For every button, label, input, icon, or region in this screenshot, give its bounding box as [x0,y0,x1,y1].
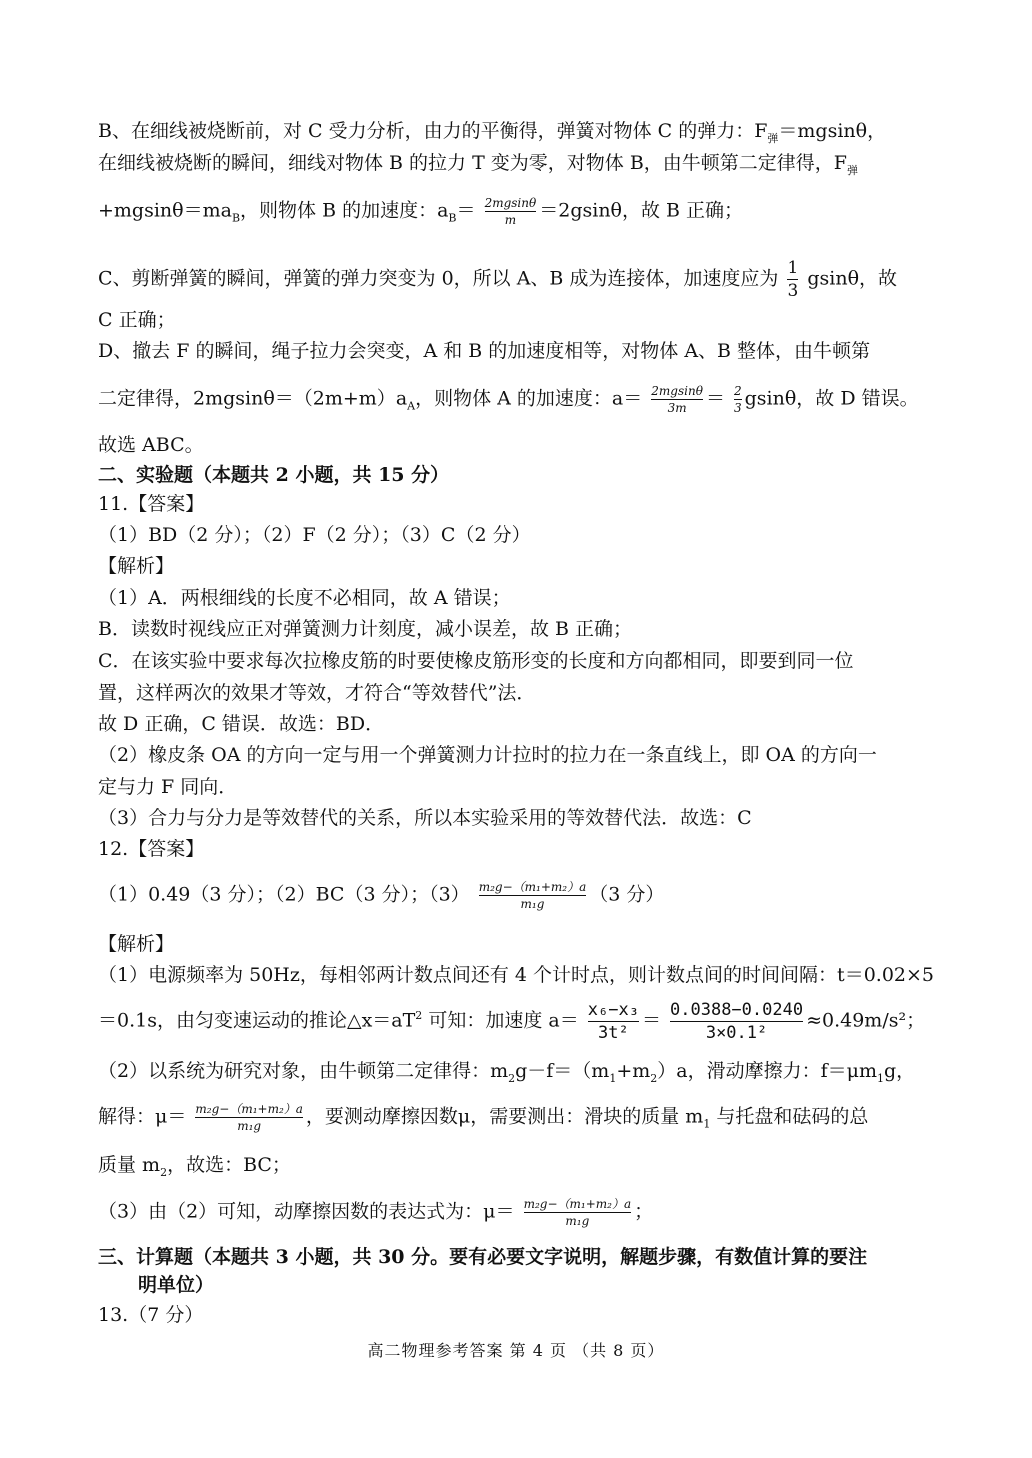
fraction: $\frac{\text{x₆−x₃}}{\text{3t²}}$ [587,1000,639,1043]
text-line: 故 D 正确，C 错误．故选：BD． [98,713,385,735]
text-line: C．在该实验中要求每次拉橡皮筋的时要使橡皮筋形变的长度和方向都相同，即要到同一位 [98,650,854,672]
text-line: $+mgsin\theta=ma_B$，则物体 B 的加速度：$a_B=$ $\frac{2mgsin\theta}{m}$ ＝2gsinθ，故 B 正确； [98,196,744,227]
text-line: 11.【答案】 [98,493,205,515]
fraction: $\frac{\text{m₂g−（m₁+m₂）a}}{\text{m₁g}}$ [195,1102,303,1133]
section-heading: 二、实验题（本题共 2 小题，共 15 分） [98,464,450,486]
fraction: $\frac{1}{3}$ [787,258,799,301]
text-line: 在细线被烧断的瞬间，细线对物体 B 的拉力 T 变为零，对物体 B，由牛顿第二定律得，$F_弹$ [98,152,858,177]
fraction: $\frac{2}{3}$ [734,384,742,415]
fraction: $\frac{\text{m₂g−（m₁+m₂）a}}{\text{m₁g}}$ [523,1197,632,1228]
fraction: $\frac{\text{m₂g−（m₁+m₂）a}}{\text{m₁g}}$ [478,880,587,911]
text-line: （2）以系统为研究对象，由牛顿第二定律得：$m_2g-f=(m_1+m_2)a$，滑动摩擦力：$f=\mu m_1g$， [98,1060,916,1085]
text-line: 13.（7 分） [98,1304,204,1326]
fraction: $\frac{0.0388-0.0240}{\text{3×0.1²}}$ [670,1000,804,1043]
text-line: （1）电源频率为 50Hz，每相邻两计数点间还有 4 个计时点，则计数点间的时间间隔：t＝0.02×5 [98,964,935,986]
text-line: 【解析】 [98,933,175,955]
text-line: ＝0.1s，由匀变速运动的推论$\triangle x=aT^2$ 可知：加速度 a＝ $\frac{\text{x₆−x₃}}{\text{3t²}}$ ＝ $\frac{0.0388-0.0240}{\text{3×0.1²}}$ ≈0.49m/s²； [98,1000,926,1043]
text-line: C 正确； [98,309,176,331]
text-line: 定与力 F 同向． [98,776,238,798]
text-line: （1）BD（2 分）；（2）F（2 分）；（3）C（2 分） [98,524,531,546]
section-heading: 三、计算题（本题共 3 小题，共 30 分。要有必要文字说明，解题步骤，有数值计算的要注 [98,1246,868,1268]
text-line: 质量 $m_2$，故选：BC； [98,1154,291,1179]
text-line: B．读数时视线应正对弹簧测力计刻度，减小误差，故 B 正确； [98,618,633,640]
text-line: 12.【答案】 [98,838,205,860]
text-line: 二定律得，$2mgsin\theta=(2m+m)a_A$，则物体 A 的加速度：a＝ $\frac{2mgsin\theta}{3m}$ ＝ $\frac{2}{3}$ gsinθ，故 D 错误。 [98,384,919,415]
text-line: （1）0.49（3 分）；（2）BC（3 分）；（3） $\frac{\text{m₂g−（m₁+m₂）a}}{\text{m₁g}}$ （3 分） [98,880,665,911]
text-line: （1）A．两根细线的长度不必相同，故 A 错误； [98,587,511,609]
text-line: 置，这样两次的效果才等效，才符合“等效替代”法． [98,682,536,704]
page-footer: 高二物理参考答案 第 4 页 （共 8 页） [367,1341,665,1360]
fraction: $\frac{2mgsin\theta}{m}$ [484,196,537,227]
text-line: 【解析】 [98,555,175,577]
text-line: 解得：μ＝ $\frac{\text{m₂g−（m₁+m₂）a}}{\text{m₁g}}$ ，要测动摩擦因数μ，需要测出：滑块的质量 $m_1$ 与托盘和砝码的总 [98,1102,869,1133]
text-line: C、剪断弹簧的瞬间，弹簧的弹力突变为 0，所以 A、B 成为连接体，加速度应为 $\frac{1}{3}$ gsinθ，故 [98,258,898,301]
text-line: （2）橡皮条 OA 的方向一定与用一个弹簧测力计拉时的拉力在一条直线上，即 OA 的方向一 [98,744,877,766]
text-line: （3）由（2）可知，动摩擦因数的表达式为：μ＝ $\frac{\text{m₂g−（m₁+m₂）a}}{\text{m₁g}}$ ； [98,1197,654,1228]
fraction: $\frac{2mgsin\theta}{3m}$ [651,384,703,415]
text-line: 故选 ABC。 [98,434,204,456]
section-heading: 明单位） [138,1274,215,1296]
text-line: B、在细线被烧断前，对 C 受力分析，由力的平衡得，弹簧对物体 C 的弹力：$F_弹=mgsin\theta$， [98,120,887,145]
text-line: （3）合力与分力是等效替代的关系，所以本实验采用的等效替代法．故选：C [98,807,752,829]
text-line: D、撤去 F 的瞬间，绳子拉力会突变，A 和 B 的加速度相等，对物体 A、B 整体，由牛顿第 [98,340,871,362]
